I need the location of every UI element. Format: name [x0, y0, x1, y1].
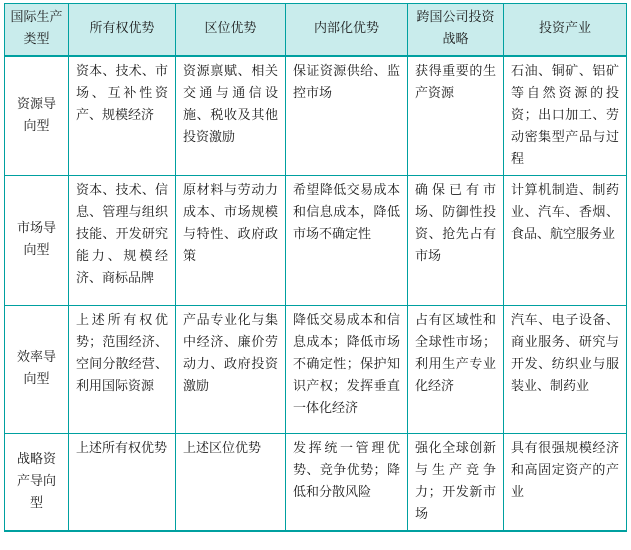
cell-location: 上述区位优势 [176, 433, 286, 531]
cell-ownership: 上述所有权优势 [69, 433, 176, 531]
cell-internalization: 希望降低交易成本和信息成本，降低市场不确定性 [286, 175, 408, 305]
cell-industry: 汽车、电子设备、商业服务、研究与开发、纺织业与服装业、制药业 [504, 305, 627, 433]
header-investment-industry: 投资产业 [504, 4, 627, 56]
cell-internalization: 降低交易成本和信息成本；降低市场不确定性；保护知识产权；发挥垂直一体化经济 [286, 305, 408, 433]
international-production-table [4, 3, 627, 532]
cell-location: 产品专业化与集中经济、廉价劳动力、政府投资激励 [176, 305, 286, 433]
row-type: 战略资产导向型 [5, 433, 69, 531]
header-production-type: 国际生产类型 [5, 4, 69, 56]
row-type: 市场导向型 [5, 175, 69, 305]
row-type: 效率导向型 [5, 305, 69, 433]
header-row [5, 4, 627, 56]
cell-industry: 计算机制造、制药业、汽车、香烟、食品、航空服务业 [504, 175, 627, 305]
header-investment-strategy: 跨国公司投资战略 [408, 4, 504, 56]
cell-strategy: 确保已有市场、防御性投资、抢先占有市场 [408, 175, 504, 305]
cell-industry: 具有很强规模经济和高固定资产的产业 [504, 433, 627, 531]
cell-industry: 石油、铜矿、铝矿等自然资源的投资；出口加工、劳动密集型产品与过程 [504, 56, 627, 176]
cell-strategy: 占有区域性和全球性市场；利用生产专业化经济 [408, 305, 504, 433]
table-row [5, 433, 627, 531]
row-type: 资源导向型 [5, 56, 69, 176]
cell-internalization: 保证资源供给、监控市场 [286, 56, 408, 176]
header-internalization-advantage: 内部化优势 [286, 4, 408, 56]
cell-internalization: 发挥统一管理优势、竞争优势；降低和分散风险 [286, 433, 408, 531]
header-ownership-advantage: 所有权优势 [69, 4, 176, 56]
header-location-advantage: 区位优势 [176, 4, 286, 56]
cell-ownership: 上述所有权优势；范围经济、空间分散经营、利用国际资源 [69, 305, 176, 433]
table-row [5, 56, 627, 176]
table-row [5, 175, 627, 305]
table-row [5, 305, 627, 433]
cell-ownership: 资本、技术、信息、管理与组织技能、开发研究能力、规模经济、商标品牌 [69, 175, 176, 305]
cell-location: 资源禀赋、相关交通与通信设施、税收及其他投资激励 [176, 56, 286, 176]
cell-location: 原材料与劳动力成本、市场规模与特性、政府政策 [176, 175, 286, 305]
cell-ownership: 资本、技术、市场、互补性资产、规模经济 [69, 56, 176, 176]
cell-strategy: 获得重要的生产资源 [408, 56, 504, 176]
cell-strategy: 强化全球创新与生产竞争力；开发新市场 [408, 433, 504, 531]
